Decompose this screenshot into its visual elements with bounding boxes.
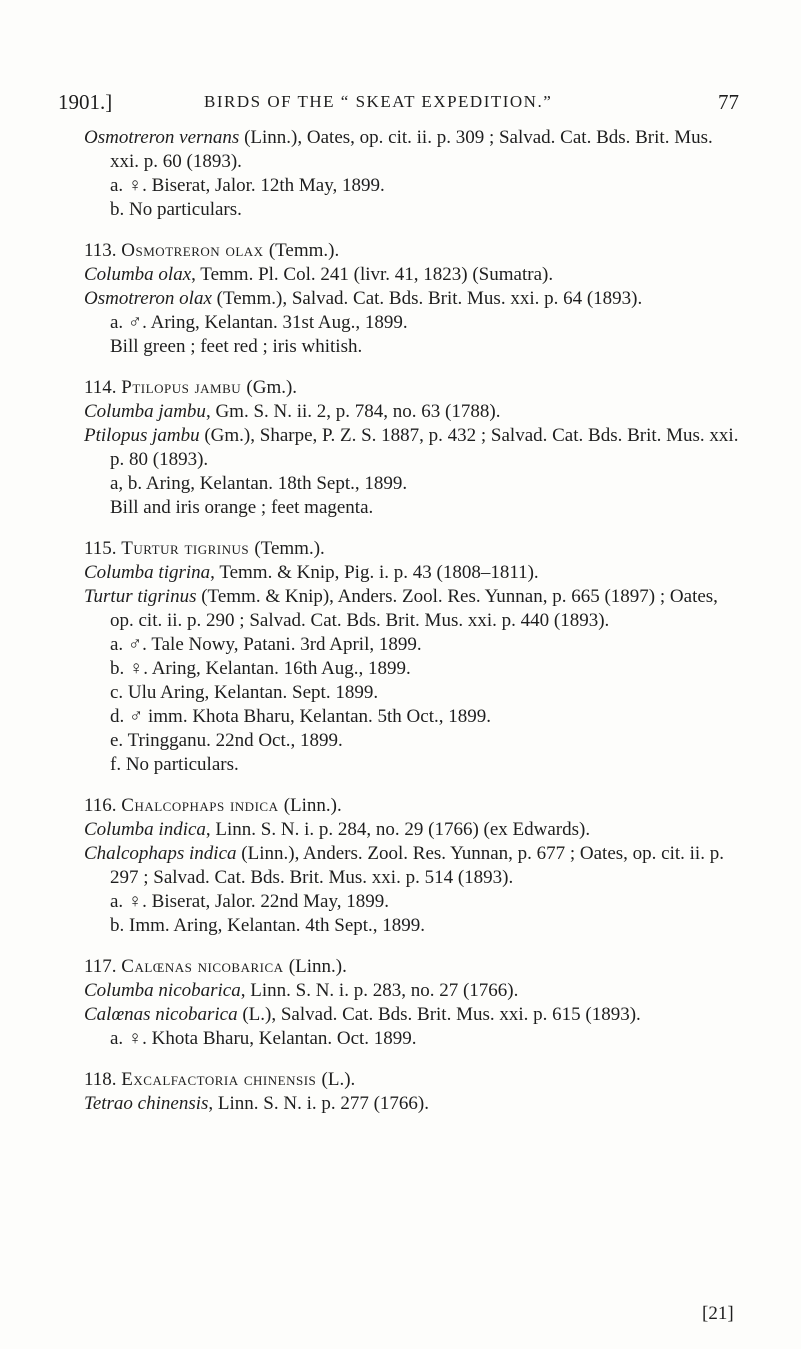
- reference-text: (Temm.), Salvad. Cat. Bds. Brit. Mus. xxi. p. 64 (1893).: [211, 288, 643, 309]
- specimen-line: Bill green ; feet red ; iris whitish.: [110, 336, 363, 357]
- synonym-name: Osmotreron vernans: [84, 127, 240, 148]
- species-author: (Temm.).: [268, 240, 340, 261]
- synonym-reference: [84, 126, 744, 174]
- genus-name: Chalcophaps: [121, 795, 230, 816]
- species-author: (L.).: [321, 1069, 356, 1090]
- synonym-reference: [84, 561, 744, 585]
- species-entry: [84, 376, 744, 520]
- genus-name: Turtur: [121, 538, 185, 559]
- synonym-reference: [84, 287, 744, 311]
- synonym-reference: [84, 1003, 744, 1027]
- specimen-line: a. ♀. Biserat, Jalor. 22nd May, 1899.: [110, 891, 389, 912]
- synonym-name: Columba tigrina: [84, 562, 211, 583]
- synonym-name: Calœnas nicobarica: [84, 1004, 238, 1025]
- synonym-reference: [84, 1092, 744, 1116]
- reference-text: (Linn.), Anders. Zool. Res. Yunnan, p. 677 ; Oates, op. cit. ii. p. 297 ; Salvad. Cat. Bds. Brit. Mus. xxi. p. 514 (1893).: [110, 843, 724, 888]
- specimen-line: b. Imm. Aring, Kelantan. 4th Sept., 1899.: [110, 915, 426, 936]
- species-name: tigrinus: [184, 538, 255, 559]
- page-number: 77: [718, 90, 739, 114]
- species-entry: [84, 1068, 744, 1116]
- species-heading: [84, 376, 744, 400]
- species-author: (Temm.).: [254, 538, 325, 559]
- species-heading: [84, 955, 744, 979]
- specimen-line: a. ♂. Aring, Kelantan. 31st Aug., 1899.: [110, 312, 408, 333]
- specimen-line: Bill and iris orange ; feet magenta.: [110, 497, 374, 518]
- synonym-name: Columba indica: [84, 819, 206, 840]
- specimen-line: b. ♀. Aring, Kelantan. 16th Aug., 1899.: [110, 658, 411, 679]
- entry-gap: [84, 777, 744, 794]
- species-entry: [84, 955, 744, 1051]
- synonym-name: Tetrao chinensis: [84, 1093, 209, 1114]
- header-title: BIRDS OF THE “ SKEAT EXPEDITION.”: [204, 92, 553, 111]
- species-heading: [84, 239, 744, 263]
- species-entry: [84, 537, 744, 777]
- synonym-name: Ptilopus jambu: [84, 425, 200, 446]
- specimen-line: a. ♀. Biserat, Jalor. 12th May, 1899.: [110, 175, 385, 196]
- specimen-line: a. ♀. Khota Bharu, Kelantan. Oct. 1899.: [110, 1028, 417, 1049]
- entry-gap: [84, 222, 744, 239]
- specimen-line: a. ♂. Tale Nowy, Patani. 3rd April, 1899.: [110, 634, 422, 655]
- synonym-name: Columba olax: [84, 264, 192, 285]
- species-name: indica: [229, 795, 284, 816]
- species-author: (Linn.).: [283, 795, 342, 816]
- species-name: chinensis: [243, 1069, 322, 1090]
- species-number: 116.: [84, 795, 122, 816]
- species-number: 118.: [84, 1069, 122, 1090]
- species-name: nicobarica: [197, 956, 289, 977]
- species-list: [84, 126, 744, 1116]
- genus-name: Osmotreron: [121, 240, 226, 261]
- entry-gap: [84, 1051, 744, 1068]
- reference-text: , Linn. S. N. i. p. 283, no. 27 (1766).: [240, 980, 519, 1001]
- specimen-line: d. ♂ imm. Khota Bharu, Kelantan. 5th Oct., 1899.: [110, 706, 491, 727]
- header-year: 1901.]: [58, 90, 113, 114]
- synonym-reference: [84, 585, 744, 633]
- entry-gap: [84, 520, 744, 537]
- synonym-reference: [84, 818, 744, 842]
- genus-name: Ptilopus: [121, 377, 195, 398]
- reference-text: , Linn. S. N. i. p. 277 (1766).: [208, 1093, 429, 1114]
- species-author: (Gm.).: [246, 377, 298, 398]
- specimen-line: f. No particulars.: [110, 754, 239, 775]
- running-head: [58, 90, 739, 116]
- species-name: olax: [225, 240, 269, 261]
- reference-text: (L.), Salvad. Cat. Bds. Brit. Mus. xxi. p. 615 (1893).: [237, 1004, 641, 1025]
- entry-gap: [84, 359, 744, 376]
- synonym-reference: [84, 842, 744, 890]
- genus-name: Excalfactoria: [121, 1069, 244, 1090]
- species-heading: [84, 1068, 744, 1092]
- species-entry: [84, 239, 744, 359]
- synonym-name: Columba jambu: [84, 401, 206, 422]
- reference-text: (Temm. & Knip), Anders. Zool. Res. Yunnan, p. 665 (1897) ; Oates, op. cit. ii. p. 290 ; Salvad. Cat. Bds. Brit. Mus. xxi. p. 440 (1893).: [110, 586, 718, 631]
- reference-text: , Temm. Pl. Col. 241 (livr. 41, 1823) (Sumatra).: [191, 264, 554, 285]
- species-number: 115.: [84, 538, 122, 559]
- species-number: 117.: [84, 956, 122, 977]
- synonym-reference: [84, 424, 744, 472]
- reference-text: , Linn. S. N. i. p. 284, no. 29 (1766) (ex Edwards).: [205, 819, 591, 840]
- species-number: 113.: [84, 240, 122, 261]
- species-name: jambu: [194, 377, 247, 398]
- specimen-line: a, b. Aring, Kelantan. 18th Sept., 1899.: [110, 473, 408, 494]
- synonym-reference: [84, 979, 744, 1003]
- synonym-name: Osmotreron olax: [84, 288, 212, 309]
- reference-text: (Linn.), Oates, op. cit. ii. p. 309 ; Salvad. Cat. Bds. Brit. Mus. xxi. p. 60 (1893).: [110, 127, 713, 172]
- entry-gap: [84, 938, 744, 955]
- synonym-reference: [84, 263, 744, 287]
- species-heading: [84, 794, 744, 818]
- reference-text: , Temm. & Knip, Pig. i. p. 43 (1808–1811).: [210, 562, 539, 583]
- synonym-name: Columba nicobarica: [84, 980, 241, 1001]
- specimen-line: b. No particulars.: [110, 199, 242, 220]
- species-heading: [84, 537, 744, 561]
- signature-mark: [21]: [702, 1303, 734, 1324]
- species-entry: [84, 794, 744, 938]
- species-entry: [84, 126, 744, 222]
- species-number: 114.: [84, 377, 122, 398]
- synonym-reference: [84, 400, 744, 424]
- synonym-name: Turtur tigrinus: [84, 586, 197, 607]
- specimen-line: c. Ulu Aring, Kelantan. Sept. 1899.: [110, 682, 379, 703]
- specimen-line: e. Tringganu. 22nd Oct., 1899.: [110, 730, 343, 751]
- genus-name: Calœnas: [121, 956, 198, 977]
- species-author: (Linn.).: [288, 956, 347, 977]
- synonym-name: Chalcophaps indica: [84, 843, 237, 864]
- reference-text: , Gm. S. N. ii. 2, p. 784, no. 63 (1788).: [205, 401, 501, 422]
- reference-text: (Gm.), Sharpe, P. Z. S. 1887, p. 432 ; Salvad. Cat. Bds. Brit. Mus. xxi. p. 80 (1893).: [110, 425, 739, 470]
